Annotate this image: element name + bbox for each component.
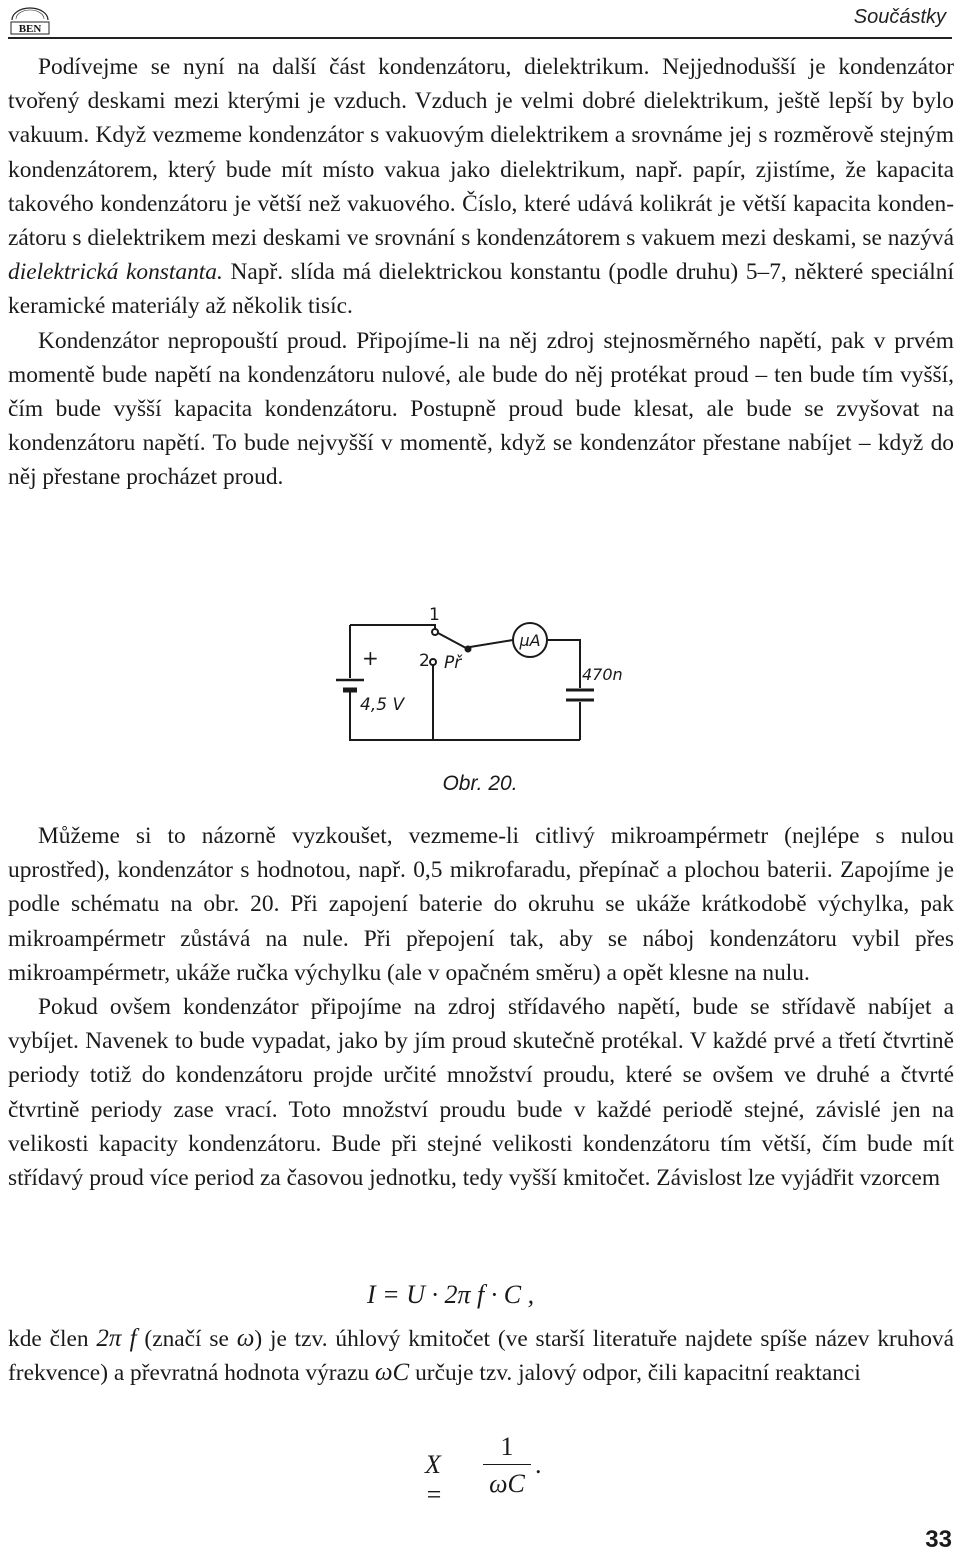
terminal-2-circle <box>430 659 436 665</box>
switch-pivot <box>466 647 471 652</box>
label-terminal-1: 1 <box>429 605 440 625</box>
term-dielectric-constant: dielektrická konstanta. <box>8 259 223 286</box>
text-block-bottom <box>8 819 954 1195</box>
label-meter: μA <box>519 631 541 650</box>
text-after-formula <box>8 1322 954 1390</box>
label-switch: Př <box>444 653 462 673</box>
figure-caption: Obr. 20. <box>442 772 518 795</box>
label-plus: + <box>362 646 379 670</box>
label-terminal-2: 2 <box>419 651 430 671</box>
formula-end: . <box>535 1450 542 1479</box>
math-omega: ω <box>236 1325 255 1352</box>
switch-arm <box>438 633 466 648</box>
label-capacitor: 470n <box>582 665 623 684</box>
page-number: 33 <box>925 1526 952 1553</box>
wire-meter-to-capacitor <box>547 640 580 688</box>
paragraph: Můžeme si to názorně vyzkoušet, vezmeme-li citlivý mikroampérmetr (nejlépe s nulou uprostřed), kondenzátor s hodnotou, např. 0,5 mikrofaradu, přepínač a plochou baterii. Zapojíme je podle schématu na obr. 20. Při zapojení baterie do okruhu se ukáže krátkodobě výchylka, pak mikroampérmetr zůstává na nule. Při přepojení tak, aby se náboj kondenzátoru vybil přes mikroampérmetr, ukáže ručka výchylku (ale v opačném směru) a opět klesne na nulu. <box>8 823 954 986</box>
paragraph: Pokud ovšem kondenzátor připojíme na zdroj střídavého napětí, bude se střídavě nabíjet a vybíjet. Navenek to bude vypadat, jako by jím proud skutečně protékal. V každé prvé a třetí čtvrtině periody totiž do kondenzátoru projde určité množství proudu, které se ovšem ve druhé a čtvrté čtvrtině periody zase vrací. Toto množství proudu bude v každé periodě stejné, závislé jen na velikosti kapacity kondenzátoru. Bude při stejné velikosti kondenzátoru tím větší, čím bude mít střídavý proud více period za časovou jednotku, tedy vyšší kmitočet. Závislost lze vyjádřit vzorcem <box>8 994 954 1192</box>
paragraph: kde člen 2π f (značí se ω) je tzv. úhlový kmitočet (ve starší literatuře najdete spíše název kruhová frekvence) a převratná hodnota výrazu ωC určuje tzv. jalový odpor, čili kapacitní reaktanci <box>8 1325 954 1387</box>
text-block-top <box>8 50 954 495</box>
wire-to-meter <box>470 640 513 647</box>
fraction-bar <box>483 1464 531 1465</box>
publisher-logo <box>8 6 52 36</box>
paragraph: Podívejme se nyní na další část kondenzátoru, dielektrikum. Nejjednodušší je kondenzátor tvořený deskami mezi kterými je vzduch. Vzduch je velmi dobré dielektrikum, ještě lepší by bylo vakuum. Když vezmeme kondenzátor s vakuovým dielektrikem a srovnáme jej s rozměrově stejným kondenzátorem, který bude mít místo vakua jako dielektrikum, např. papír, zjistíme, že kapacita takového kondenzátoru je větší než vakuového. Číslo, které udává kolikrát je větší kapacita kondenzátoru s dielektrikem mezi deskami ve srovnání s kondenzátorem s vakuem mezi deskami, se nazývá dielektrická konstanta. Např. slída má dielektrickou konstantu (podle druhu) 5–7, některé speciální keramické materiály až několik tisíc. <box>8 54 954 320</box>
math-omega-c: ωC <box>374 1359 410 1387</box>
header-divider <box>8 37 952 39</box>
formula-lhs: X = <box>425 1450 443 1509</box>
page-header <box>0 0 960 44</box>
fraction-numerator: 1 <box>500 1432 514 1461</box>
math-2pif: 2π f <box>96 1325 137 1352</box>
circuit-diagram <box>330 600 640 750</box>
wire-top-left <box>350 625 435 630</box>
formula-current: I = U · 2π f · C , <box>367 1280 535 1309</box>
terminal-1-circle <box>432 629 438 635</box>
label-battery: 4,5 V <box>360 695 405 715</box>
section-title: Součástky <box>853 6 946 28</box>
formula-fraction <box>483 1432 531 1499</box>
logo-text: BEN <box>18 23 42 35</box>
fraction-denominator: ωC <box>489 1469 525 1498</box>
paragraph: Kondenzátor nepropouští proud. Připojíme-li na něj zdroj stejnosměrného napětí, pak v prvém momentě bude napětí na kondenzátoru nulové, ale bude do něj protékat proud – ten bude tím vyšší, čím bude vyšší kapacita kondenzátoru. Postupně proud bude klesat, ale bude se zvyšovat na kondenzátoru napětí. To bude nejvyšší v momentě, když se kondenzátor přestane nabíjet – když do něj přestane procházet proud. <box>8 327 954 491</box>
